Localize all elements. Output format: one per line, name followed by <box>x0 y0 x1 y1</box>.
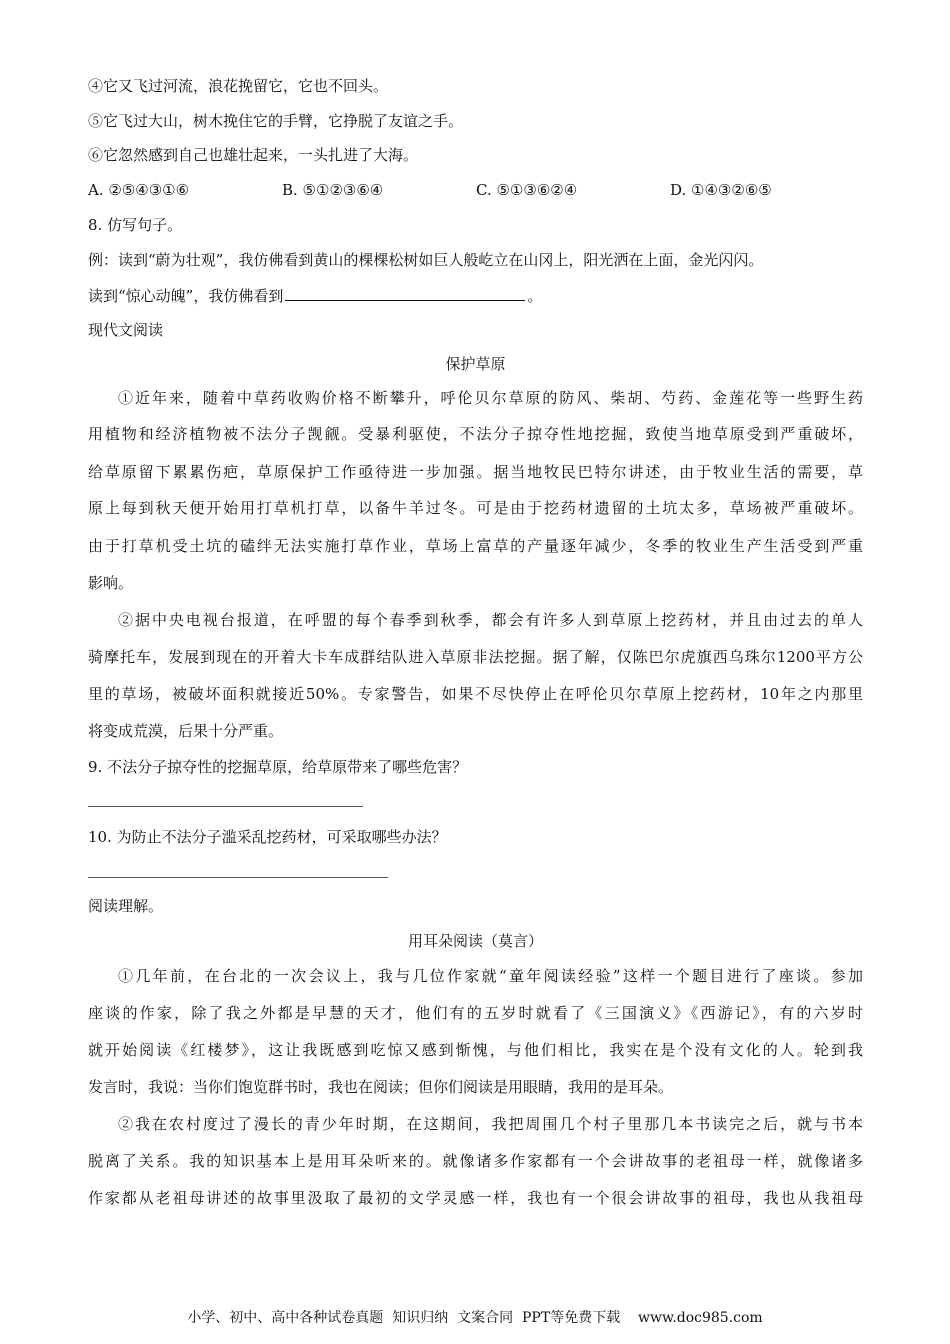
section1-title: 保护草原 <box>445 355 506 373</box>
q8-prompt-after: 。 <box>527 287 543 305</box>
s1-line: 给草原留下累累伤疤，草原保护工作亟待进一步加强。据当地牧民巴特尔讲述，由于牧业生活的需要，草 <box>88 463 863 481</box>
q9-answer-line[interactable] <box>88 806 363 807</box>
q8-prompt-before: 读到“惊心动魄”，我仿佛看到 <box>88 287 284 305</box>
option-c: C. ⑤①③⑥②④ <box>476 181 578 199</box>
s2-line: 座谈的作家，除了我之外都是早慧的天才，他们有的五岁时就看了《三国演义》《西游记》，有的六岁时 <box>88 1004 863 1022</box>
s2-line: 脱离了关系。我的知识基本上是用耳朵听来的。就像诸多作家都有一个会讲故事的老祖母一样，就像诸多 <box>88 1152 863 1170</box>
q10-text: 10. 为防止不法分子滥采乱挖药材，可采取哪些办法？ <box>88 828 447 846</box>
sentence-5: ⑤它飞过大山，树木挽住它的手臂，它挣脱了友谊之手。 <box>88 112 464 130</box>
q8-example: 例：读到“蔚为壮观”，我仿佛看到黄山的棵棵松树如巨人般屹立在山冈上，阳光洒在上面，金光闪闪。 <box>88 251 764 269</box>
option-d: D. ①④③②⑥⑤ <box>670 181 772 199</box>
s2-line: ①几年前，在台北的一次会议上，我与几位作家就“童年阅读经验”这样一个题目进行了座谈。参加 <box>118 967 863 985</box>
s2-line: 发言时，我说：当你们饱览群书时，我也在阅读；但你们阅读是用眼睛，我用的是耳朵。 <box>88 1078 674 1096</box>
s1-line: 里的草场，被破坏面积就接近50%。专家警告，如果不尽快停止在呼伦贝尔草原上挖药材，10年之内那里 <box>88 685 863 703</box>
s2-line: 就开始阅读《红楼梦》，这让我既感到吃惊又感到惭愧，与他们相比，我实在是个没有文化的人。轮到我 <box>88 1041 863 1059</box>
s1-line: 由于打草机受土坑的磕绊无法实施打草作业，草场上富草的产量逐年减少，冬季的牧业生产生活受到严重 <box>88 537 863 555</box>
section2-heading: 阅读理解。 <box>88 897 164 915</box>
sentence-6: ⑥它忽然感到自己也雄壮起来，一头扎进了大海。 <box>88 146 419 164</box>
s1-line: ②据中央电视台报道，在呼盟的每个春季到秋季，都会有许多人到草原上挖药材，并且由过去的单人 <box>118 611 863 629</box>
s1-line: 影响。 <box>88 574 134 592</box>
option-a: A. ②⑤④③①⑥ <box>88 181 190 199</box>
sentence-4: ④它又飞过河流，浪花挽留它，它也不回头。 <box>88 77 389 95</box>
s1-line: 骑摩托车，发展到现在的开着大卡车成群结队进入草原非法挖掘。据了解，仅陈巴尔虎旗西乌珠尔1200平方公 <box>88 648 863 666</box>
q8-title: 8. 仿写句子。 <box>88 216 183 234</box>
q8-answer-blank[interactable] <box>285 284 525 301</box>
s1-line: ①近年来，随着中草药收购价格不断攀升，呼伦贝尔草原的防风、柴胡、芍药、金莲花等一些野生药 <box>118 389 863 407</box>
s1-line: 将变成荒漠，后果十分严重。 <box>88 722 284 740</box>
q8-prompt <box>88 284 542 306</box>
q9-text: 9. 不法分子掠夺性的挖掘草原，给草原带来了哪些危害？ <box>88 758 468 776</box>
s1-line: 原上每到秋天便开始用打草机打草，以备牛羊过冬。可是由于挖药材遗留的土坑太多，草场被严重破坏。 <box>88 499 863 517</box>
s2-line: ②我在农村度过了漫长的青少年时期，在这期间，我把周围几个村子里那几本书读完之后，就与书本 <box>118 1115 863 1133</box>
page-footer: 小学、初中、高中各种试卷真题 知识归纳 文案合同 PPT等免费下载 www.doc985.com <box>187 1310 763 1326</box>
s1-line: 用植物和经济植物被不法分子觊觎。受暴利驱使，不法分子掠夺性地挖掘，致使当地草原受到严重破坏， <box>88 425 863 443</box>
option-b: B. ⑤①②③⑥④ <box>282 181 384 199</box>
q10-answer-line[interactable] <box>88 877 388 878</box>
s2-line: 作家都从老祖母讲述的故事里汲取了最初的文学灵感一样，我也有一个很会讲故事的祖母，我也从我祖母 <box>88 1189 863 1207</box>
section1-heading: 现代文阅读 <box>88 321 164 339</box>
document-page <box>88 0 863 1344</box>
section2-title: 用耳朵阅读（莫言） <box>407 932 543 950</box>
